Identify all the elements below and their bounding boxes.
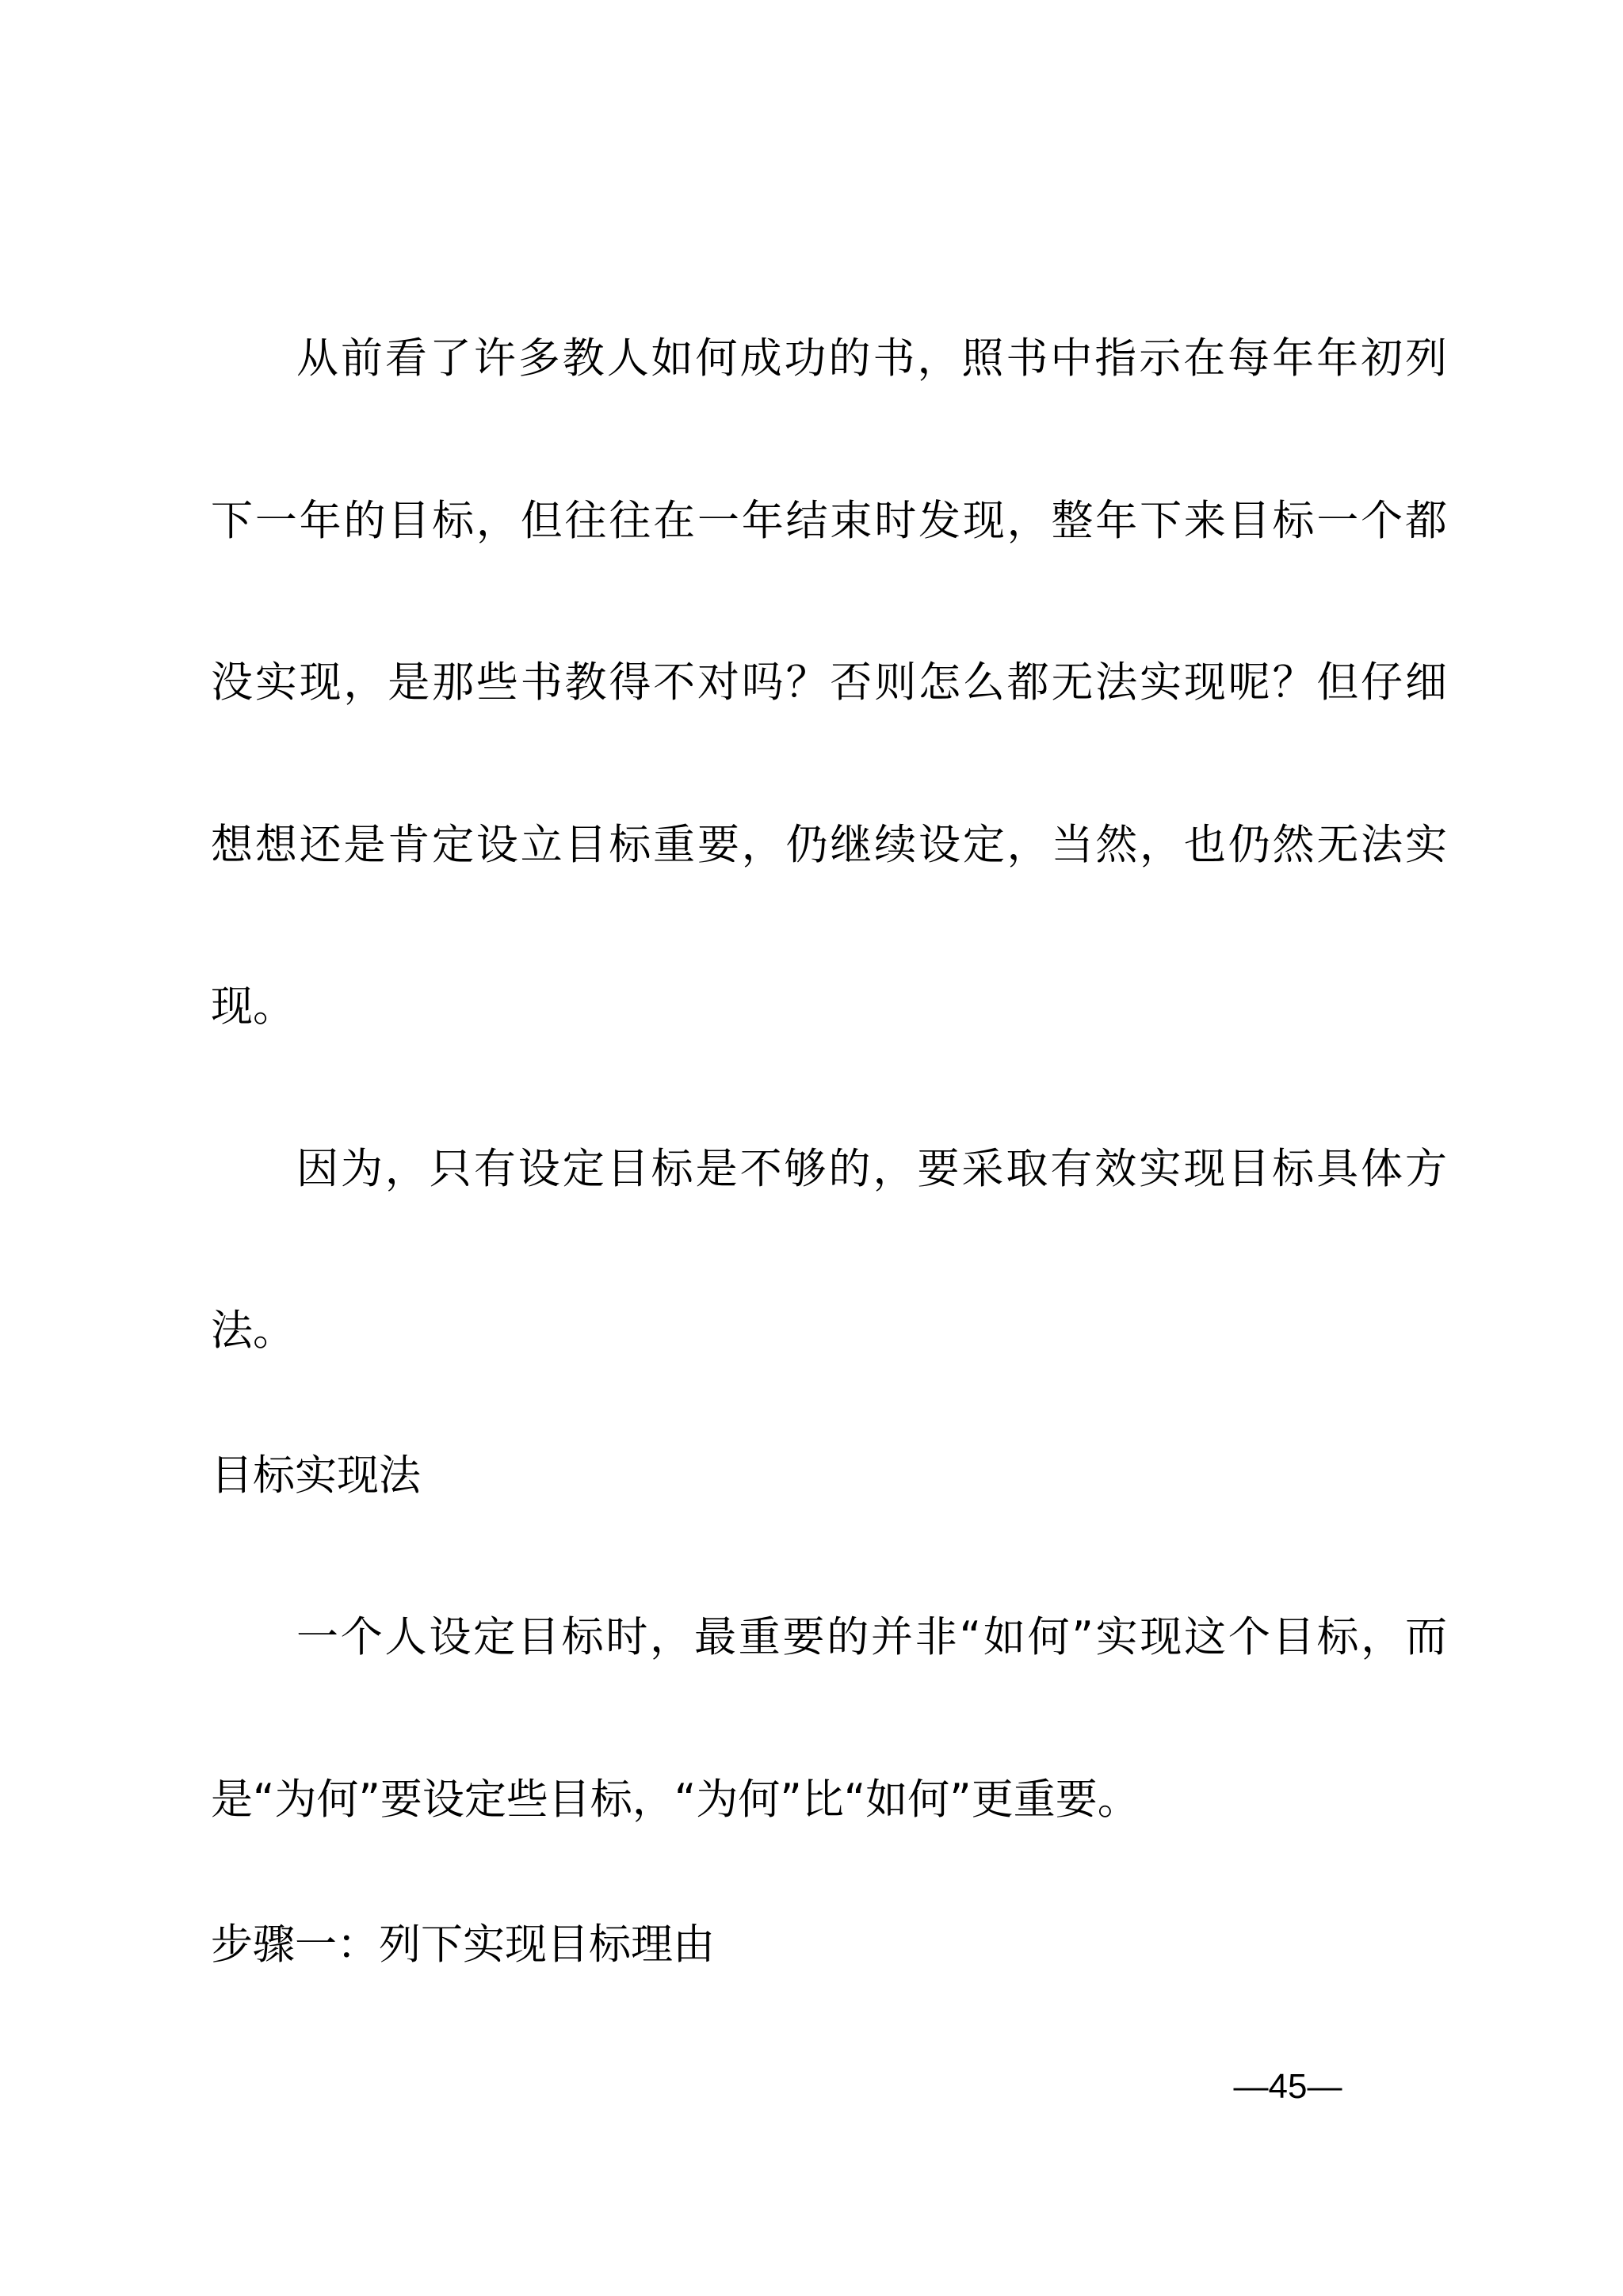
paragraph-1-line-1: 从前看了许多教人如何成功的书，照书中指示在每年年初列 [296, 334, 1447, 383]
paragraph-1-line-4: 想想还是肯定设立目标重要，仍继续设定，当然，也仍然无法实 [211, 821, 1447, 869]
section-heading-goal-method: 目标实现法 [211, 1451, 421, 1500]
paragraph-3-line-1: 一个人设定目标时，最重要的并非“如何”实现这个目标，而 [296, 1613, 1447, 1661]
paragraph-1-line-5: 现。 [211, 982, 295, 1031]
paragraph-1-line-2: 下一年的目标，但往往在一年结束时发现，整年下来目标一个都 [211, 497, 1447, 545]
paragraph-3-line-2: 是“为何”要设定些目标，“为何”比“如何”更重要。 [211, 1775, 1140, 1824]
paragraph-2-line-2: 法。 [211, 1306, 295, 1355]
paragraph-1-line-3: 没实现，是那些书教得不对吗？否则怎么都无法实现呢？但仔细 [211, 658, 1447, 707]
paragraph-2-line-1: 因为，只有设定目标是不够的，要采取有效实现目标具体方 [296, 1145, 1447, 1193]
section-heading-step-one: 步骤一：列下实现目标理由 [211, 1920, 715, 1969]
page-number: —45— [1233, 2067, 1342, 2106]
